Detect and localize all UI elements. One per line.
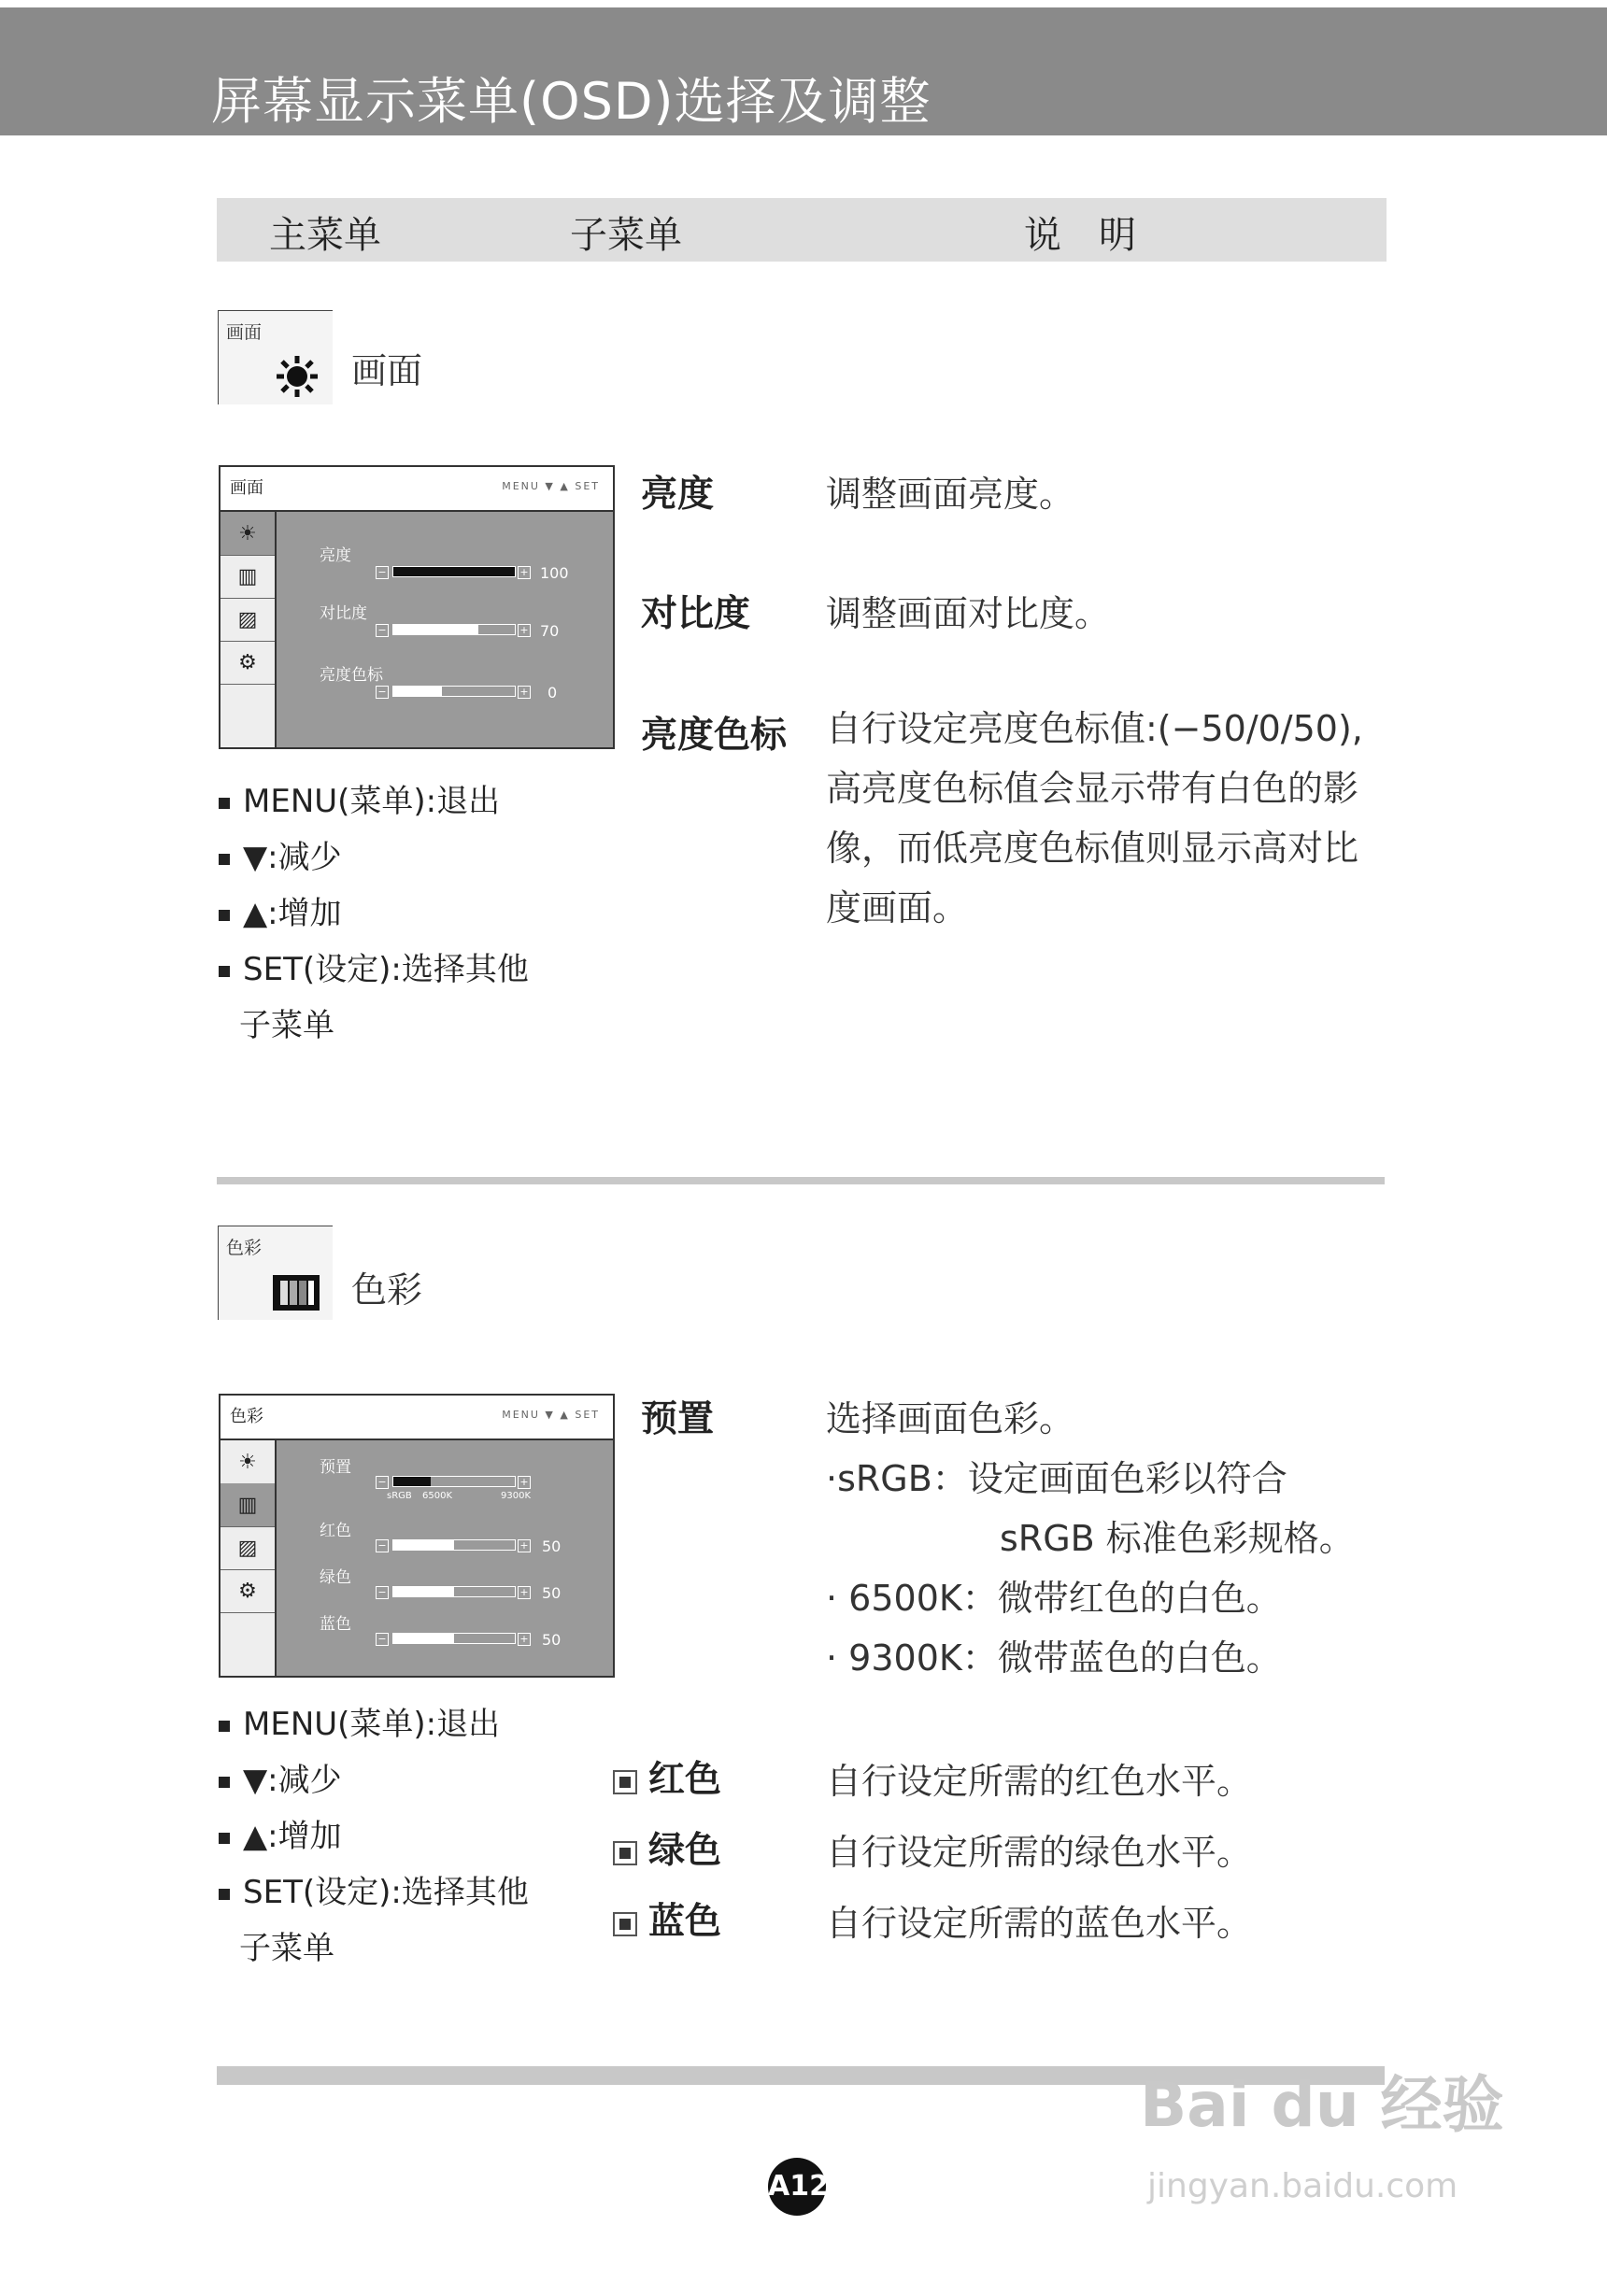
desc-red: 自行设定所需的红色水平。 (826, 1761, 1253, 1802)
red-swatch-icon (613, 1770, 637, 1794)
column-header (217, 198, 1387, 262)
increase-icon[interactable]: + (518, 566, 531, 579)
bullet-increase: ▲:增加 (219, 887, 342, 933)
decrease-icon[interactable]: − (376, 1586, 389, 1599)
column-submenu: 子菜单 (570, 214, 682, 257)
sun-icon (275, 354, 320, 399)
brightness-slider[interactable] (392, 566, 516, 577)
picture-menu-icon-label: 画面 (226, 322, 263, 343)
green-value: 50 (542, 1584, 562, 1602)
osd-tab-color[interactable] (220, 1483, 275, 1527)
term-blue: 蓝色 (613, 1892, 721, 1945)
bullet-increase: ▲:增加 (219, 1810, 342, 1856)
color-menu-icon-label: 色彩 (226, 1238, 263, 1258)
decrease-icon[interactable]: − (376, 1476, 389, 1489)
slider-fill (393, 687, 442, 696)
sun-icon: ☀ (238, 521, 257, 546)
bullet-set: SET(设定):选择其他 (219, 1866, 529, 1912)
bullet-menu: MENU(菜单):退出 (219, 1698, 500, 1744)
osd-row-label: 对比度 (320, 604, 367, 623)
preset-tick-6500k: 6500K (422, 1491, 453, 1501)
gamma-slider[interactable] (392, 686, 516, 697)
osd-panel-picture (219, 465, 615, 749)
osd-tab-color[interactable] (220, 555, 275, 599)
desc-preset-9300k: · 9300K：微带蓝色的白色。 (826, 1637, 1282, 1679)
bullet-decrease: ▼:减少 (219, 1754, 342, 1800)
term-green: 绿色 (613, 1821, 721, 1874)
bullet-set-continued: 子菜单 (239, 1007, 334, 1044)
increase-icon[interactable]: + (518, 686, 531, 699)
osd-sidebar (220, 1440, 277, 1676)
osd-row-label: 红色 (320, 1522, 351, 1540)
term-contrast: 对比度 (641, 593, 751, 635)
osd-preset-label: 预置 (320, 1458, 351, 1477)
osd-tab-tracking[interactable] (220, 598, 275, 642)
decrease-icon[interactable]: − (376, 1633, 389, 1646)
increase-icon[interactable]: + (518, 1633, 531, 1646)
picture-menu-icon-box (218, 310, 333, 404)
slider-fill (393, 1634, 454, 1643)
osd-title: 色彩 (230, 1407, 263, 1426)
term-gamma: 亮度色标 (641, 715, 788, 757)
desc-gamma: 自行设定亮度色标值:(−50/0/50),高亮度色标值会显示带有白色的影像，而低亮度色标值则显示高对比度画面。 (826, 708, 1363, 928)
increase-icon[interactable]: + (518, 624, 531, 637)
gamma-value: 0 (548, 684, 558, 702)
desc-preset: 选择画面色彩。 (826, 1398, 1075, 1439)
page-number: A12 (768, 2158, 826, 2216)
slider-fill (393, 1587, 454, 1596)
tracking-icon: ▨ (237, 607, 258, 631)
slider-fill (393, 625, 478, 634)
decrease-icon[interactable]: − (376, 1539, 389, 1552)
blue-swatch-icon (613, 1912, 637, 1936)
color-bars-icon (273, 1275, 320, 1311)
contrast-value: 70 (540, 622, 560, 640)
bullet-set-continued: 子菜单 (239, 1930, 334, 1967)
slider-fill (393, 1540, 454, 1550)
gear-icon: ⚙ (238, 650, 257, 674)
color-bars-icon: ▥ (237, 1493, 258, 1517)
preset-tick-9300k: 9300K (501, 1491, 532, 1501)
desc-preset-srgb-cont: sRGB 标准色彩规格。 (1000, 1518, 1355, 1559)
blue-slider[interactable] (392, 1633, 516, 1644)
osd-controls-hint: MENU ▼ ▲ SET (502, 1409, 600, 1421)
brightness-value: 100 (540, 564, 569, 582)
osd-controls-hint: MENU ▼ ▲ SET (502, 480, 600, 492)
osd-title-bar (220, 467, 613, 512)
osd-row-label: 蓝色 (320, 1615, 351, 1634)
tracking-icon: ▨ (237, 1536, 258, 1560)
desc-preset-6500k: · 6500K：微带红色的白色。 (826, 1578, 1282, 1619)
green-slider[interactable] (392, 1586, 516, 1597)
section-divider (217, 1177, 1385, 1184)
osd-row-label: 绿色 (320, 1568, 351, 1587)
watermark-url: jingyan.baidu.com (1147, 2167, 1458, 2205)
color-bars-icon: ▥ (237, 564, 258, 588)
decrease-icon[interactable]: − (376, 566, 389, 579)
osd-title-bar (220, 1396, 613, 1440)
osd-panel-color (219, 1394, 615, 1678)
osd-tab-picture[interactable] (220, 512, 275, 556)
increase-icon[interactable]: + (518, 1586, 531, 1599)
decrease-icon[interactable]: − (376, 686, 389, 699)
gear-icon: ⚙ (238, 1579, 257, 1603)
decrease-icon[interactable]: − (376, 624, 389, 637)
osd-tab-picture[interactable] (220, 1440, 275, 1484)
contrast-slider[interactable] (392, 624, 516, 635)
osd-title: 画面 (230, 478, 263, 498)
green-swatch-icon (613, 1841, 637, 1865)
desc-blue: 自行设定所需的蓝色水平。 (826, 1903, 1253, 1944)
osd-tab-setup[interactable] (220, 641, 275, 685)
page-title: 屏幕显示菜单(OSD)选择及调整 (211, 72, 931, 131)
increase-icon[interactable]: + (518, 1539, 531, 1552)
preset-tick-srgb: sRGB (387, 1491, 412, 1501)
baidu-watermark: Bai du 经验 (1140, 2069, 1504, 2141)
desc-brightness: 调整画面亮度。 (826, 474, 1075, 515)
red-slider[interactable] (392, 1539, 516, 1551)
osd-row-label: 亮度色标 (320, 666, 383, 685)
preset-slider[interactable] (392, 1476, 516, 1487)
sun-icon: ☀ (238, 1450, 257, 1474)
term-red: 红色 (613, 1750, 721, 1803)
column-description: 说 明 (1024, 214, 1136, 257)
desc-contrast: 调整画面对比度。 (826, 593, 1111, 634)
section-title-picture: 画面 (351, 350, 423, 391)
bullet-decrease: ▼:减少 (219, 831, 342, 877)
bullet-menu: MENU(菜单):退出 (219, 775, 500, 821)
red-value: 50 (542, 1538, 562, 1555)
osd-tab-setup[interactable] (220, 1569, 275, 1613)
column-main-menu: 主菜单 (269, 214, 381, 257)
osd-sidebar (220, 512, 277, 747)
section-title-color: 色彩 (351, 1269, 423, 1311)
blue-value: 50 (542, 1631, 562, 1649)
color-menu-icon-box (218, 1226, 333, 1320)
slider-fill (393, 1477, 431, 1486)
desc-preset-srgb: ·sRGB：设定画面色彩以符合 (826, 1458, 1287, 1499)
term-brightness: 亮度 (641, 474, 715, 516)
bullet-set: SET(设定):选择其他 (219, 943, 529, 989)
increase-icon[interactable]: + (518, 1476, 531, 1489)
osd-row-label: 亮度 (320, 546, 351, 565)
slider-fill (393, 567, 515, 576)
osd-tab-tracking[interactable] (220, 1526, 275, 1570)
term-preset: 预置 (641, 1398, 715, 1440)
desc-green: 自行设定所需的绿色水平。 (826, 1832, 1253, 1873)
